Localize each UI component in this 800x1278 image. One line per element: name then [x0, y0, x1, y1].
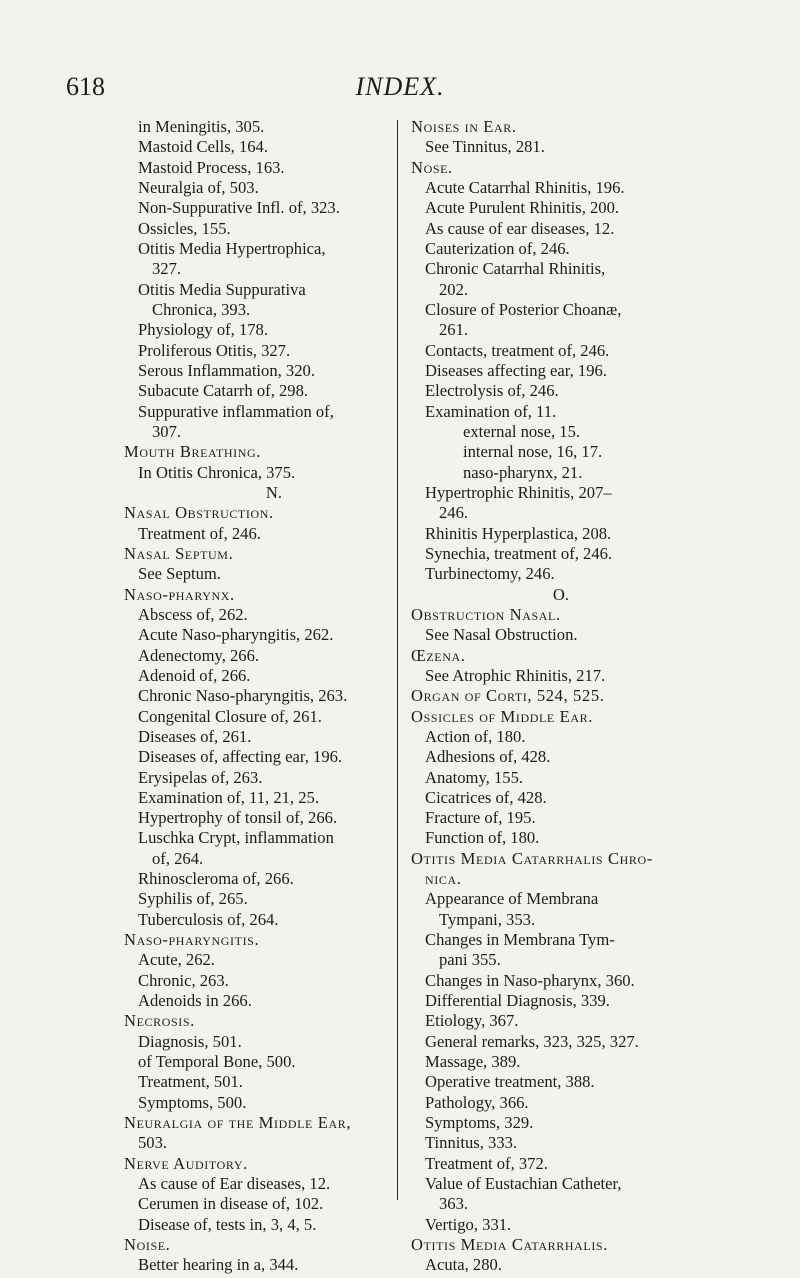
index-entry: Diseases of, affecting ear, 196.: [138, 747, 343, 767]
index-continuation: 327.: [152, 259, 182, 279]
index-continuation: 363.: [439, 1194, 469, 1214]
index-entry: Rhinitis Hyperplastica, 208.: [425, 523, 612, 543]
index-entry: Proliferous Otitis, 327.: [138, 340, 291, 360]
column-divider: [397, 120, 398, 1200]
index-entry: Diseases affecting ear, 196.: [425, 360, 607, 380]
index-entry: Syphilis of, 265.: [138, 889, 248, 909]
index-entry: Treatment of, 372.: [425, 1153, 548, 1173]
index-entry: Chronic Naso-pharyngitis, 263.: [138, 686, 348, 706]
index-entry: Contacts, treatment of, 246.: [425, 340, 610, 360]
index-continuation: 202.: [439, 279, 469, 299]
index-entry: Adhesions of, 428.: [425, 747, 551, 767]
index-entry: Acuta, 280.: [425, 1255, 502, 1275]
index-entry: Action of, 180.: [425, 726, 526, 746]
index-entry: Tinnitus, 333.: [425, 1133, 518, 1153]
index-heading: Mouth Breathing.: [124, 442, 262, 462]
index-column-right: [411, 117, 711, 1276]
index-entry: Congenital Closure of, 261.: [138, 706, 322, 726]
index-entry: 503.: [138, 1133, 168, 1153]
index-entry: Chronic, 263.: [138, 970, 229, 990]
index-entry: of Temporal Bone, 500.: [138, 1052, 296, 1072]
index-entry: Changes in Naso-pharynx, 360.: [425, 970, 635, 990]
index-entry: Tuberculosis of, 264.: [138, 909, 279, 929]
index-entry: Anatomy, 155.: [425, 767, 524, 787]
index-entry: Erysipelas of, 263.: [138, 767, 263, 787]
index-entry: Diseases of, 261.: [138, 726, 252, 746]
index-heading: Noise.: [124, 1235, 171, 1255]
index-entry: Ossicles, 155.: [138, 218, 231, 238]
index-entry: Neuralgia of, 503.: [138, 177, 259, 197]
index-continuation: Chronica, 393.: [152, 299, 251, 319]
section-letter: N.: [265, 482, 283, 502]
index-heading: Neuralgia of the Middle Ear,: [124, 1113, 352, 1133]
index-entry: As cause of ear diseases, 12.: [425, 218, 615, 238]
index-continuation: pani 355.: [439, 950, 501, 970]
index-continuation: Tympani, 353.: [439, 909, 536, 929]
index-entry: Chronic Catarrhal Rhinitis,: [425, 259, 606, 279]
index-entry: Rhinoscleroma of, 266.: [138, 869, 294, 889]
index-continuation: 307.: [152, 421, 182, 441]
index-entry: Examination of, 11.: [425, 401, 557, 421]
index-entry: Otitis Media Hypertrophica,: [138, 238, 326, 258]
index-heading: Naso-pharynx.: [124, 584, 235, 604]
index-entry: Appearance of Membrana: [425, 889, 599, 909]
index-continuation: 246.: [439, 503, 469, 523]
index-entry: Adenoids in 266.: [138, 991, 252, 1011]
index-column-left: [124, 117, 424, 1276]
index-entry: Better hearing in a, 344.: [138, 1255, 299, 1275]
index-entry: Subacute Catarrh of, 298.: [138, 381, 309, 401]
index-entry: Mastoid Process, 163.: [138, 157, 285, 177]
index-entry: Synechia, treatment of, 246.: [425, 543, 613, 563]
index-entry: Acute Naso-pharyngitis, 262.: [138, 625, 334, 645]
index-continuation: naso-pharynx, 21.: [463, 462, 583, 482]
index-entry: Etiology, 367.: [425, 1011, 519, 1031]
index-heading: Nerve Auditory.: [124, 1153, 248, 1173]
index-entry: Cicatrices of, 428.: [425, 787, 547, 807]
index-entry: Symptoms, 329.: [425, 1113, 534, 1133]
page-number: 618: [66, 72, 105, 101]
index-entry: Adenectomy, 266.: [138, 645, 260, 665]
index-heading: Naso-pharyngitis.: [124, 930, 260, 950]
page-header: [0, 72, 800, 108]
index-entry: Suppurative inflammation of,: [138, 401, 334, 421]
index-entry: Turbinectomy, 246.: [425, 564, 555, 584]
index-continuation: internal nose, 16, 17.: [463, 442, 603, 462]
index-entry: Vertigo, 331.: [425, 1214, 512, 1234]
index-entry: Differential Diagnosis, 339.: [425, 991, 610, 1011]
index-entry: Massage, 389.: [425, 1052, 521, 1072]
index-entry: Adenoid of, 266.: [138, 665, 251, 685]
index-entry: Hypertrophic Rhinitis, 207–: [425, 482, 612, 502]
index-heading: Nose.: [411, 157, 453, 177]
index-entry: Cerumen in disease of, 102.: [138, 1194, 324, 1214]
index-entry: See Atrophic Rhinitis, 217.: [425, 665, 606, 685]
index-entry: See Tinnitus, 281.: [425, 137, 545, 157]
index-heading: Otitis Media Catarrhalis.: [411, 1235, 608, 1255]
index-entry: in Meningitis, 305.: [138, 117, 265, 136]
index-entry: Electrolysis of, 246.: [425, 381, 559, 401]
index-entry: Symptoms, 500.: [138, 1092, 247, 1112]
index-heading: Noises in Ear.: [411, 117, 517, 136]
index-heading: Nasal Septum.: [124, 543, 234, 563]
index-entry: Abscess of, 262.: [138, 604, 248, 624]
index-entry: Acute Purulent Rhinitis, 200.: [425, 198, 620, 218]
index-entry: See Septum.: [138, 564, 221, 584]
index-entry: Acute, 262.: [138, 950, 215, 970]
index-heading: Obstruction Nasal.: [411, 604, 561, 624]
index-entry: General remarks, 323, 325, 327.: [425, 1031, 639, 1051]
index-entry: Value of Eustachian Catheter,: [425, 1174, 622, 1194]
index-heading: Organ of Corti, 524, 525.: [411, 686, 605, 706]
index-heading: Necrosis.: [124, 1011, 195, 1031]
index-entry: Acute Catarrhal Rhinitis, 196.: [425, 177, 625, 197]
index-entry: Non-Suppurative Infl. of, 323.: [138, 198, 340, 218]
index-heading: Otitis Media Catarrhalis Chro-: [411, 848, 653, 868]
index-entry: Function of, 180.: [425, 828, 540, 848]
index-entry: Mastoid Cells, 164.: [138, 137, 268, 157]
index-entry: Operative treatment, 388.: [425, 1072, 595, 1092]
index-continuation: external nose, 15.: [463, 421, 581, 441]
index-entry: As cause of Ear diseases, 12.: [138, 1174, 331, 1194]
index-heading: Ossicles of Middle Ear.: [411, 706, 593, 726]
index-entry: Otitis Media Suppurativa: [138, 279, 306, 299]
index-entry: Treatment of, 246.: [138, 523, 261, 543]
index-entry: Cauterization of, 246.: [425, 238, 570, 258]
index-entry: In Otitis Chronica, 375.: [138, 462, 296, 482]
index-heading: Œzena.: [411, 645, 466, 665]
index-entry: Treatment, 501.: [138, 1072, 243, 1092]
index-entry: Luschka Crypt, inflammation: [138, 828, 334, 848]
section-letter: O.: [552, 584, 570, 604]
index-entry: Diagnosis, 501.: [138, 1031, 242, 1051]
index-heading: nica.: [425, 869, 462, 889]
running-head: INDEX.: [355, 72, 445, 101]
index-entry: Fracture of, 195.: [425, 808, 536, 828]
index-heading: Nasal Obstruction.: [124, 503, 274, 523]
index-entry: Closure of Posterior Choanæ,: [425, 299, 622, 319]
index-entry: Hypertrophy of tonsil of, 266.: [138, 808, 338, 828]
index-entry: Disease of, tests in, 3, 4, 5.: [138, 1214, 317, 1234]
index-entry: Physiology of, 178.: [138, 320, 268, 340]
index-continuation: of, 264.: [152, 848, 204, 868]
index-entry: Pathology, 366.: [425, 1092, 529, 1112]
index-entry: Examination of, 11, 21, 25.: [138, 787, 319, 807]
index-entry: See Nasal Obstruction.: [425, 625, 578, 645]
index-continuation: 261.: [439, 320, 469, 340]
index-entry: Serous Inflammation, 320.: [138, 360, 315, 380]
index-entry: Changes in Membrana Tym-: [425, 930, 615, 950]
